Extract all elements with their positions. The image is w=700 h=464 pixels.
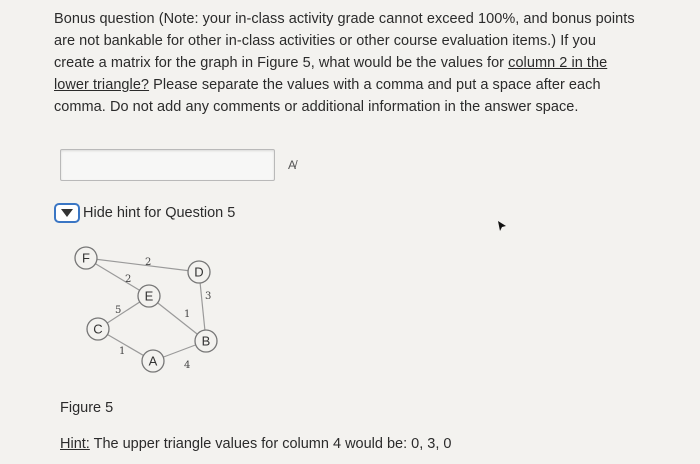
edge-weight-F-D: 2 [145, 257, 152, 268]
node-F [75, 247, 97, 269]
node-E [138, 285, 160, 307]
edge-weight-E-C: 5 [115, 305, 122, 316]
node-C [87, 318, 109, 340]
node-label-A: A [148, 353, 158, 369]
hint-label: Hint: [60, 436, 90, 452]
node-B [195, 330, 217, 352]
figure-caption: Figure 5 [60, 400, 114, 416]
node-label-E: E [144, 288, 154, 304]
hint-toggle-label: Hide hint for Question 5 [83, 205, 236, 221]
question-suffix: Please separate the values with a comma and put a space after each comma. Do not add any comments or additional information in the answer space. [54, 77, 601, 115]
node-label-C: C [93, 321, 103, 337]
edge-weight-C-A: 1 [119, 346, 126, 357]
edge-weight-D-B: 3 [205, 291, 212, 302]
edge-F-D [86, 258, 199, 272]
node-label-B: B [201, 333, 211, 349]
spellcheck-icon[interactable]: A̸ [288, 158, 297, 172]
node-label-D: D [194, 264, 204, 280]
hint-body: The upper triangle values for column 4 would be: 0, 3, 0 [89, 436, 452, 452]
node-D [188, 261, 210, 283]
node-A [142, 350, 164, 372]
question-emphasis: column 2 in the lower triangle? [54, 55, 608, 93]
edge-weight-F-E: 2 [125, 274, 132, 285]
edge-weight-A-B: 4 [184, 360, 191, 371]
hint-text [60, 436, 451, 452]
node-label-F: F [82, 250, 90, 266]
edge-weight-E-B: 1 [184, 309, 191, 320]
question-prefix: Bonus question (Note: your in-class activity grade cannot exceed 100%, and bonus points are not bankable for other in-class activities or other course evaluation items.) If you create a matrix for the graph in Figure 5, what would be the values for [54, 11, 635, 71]
